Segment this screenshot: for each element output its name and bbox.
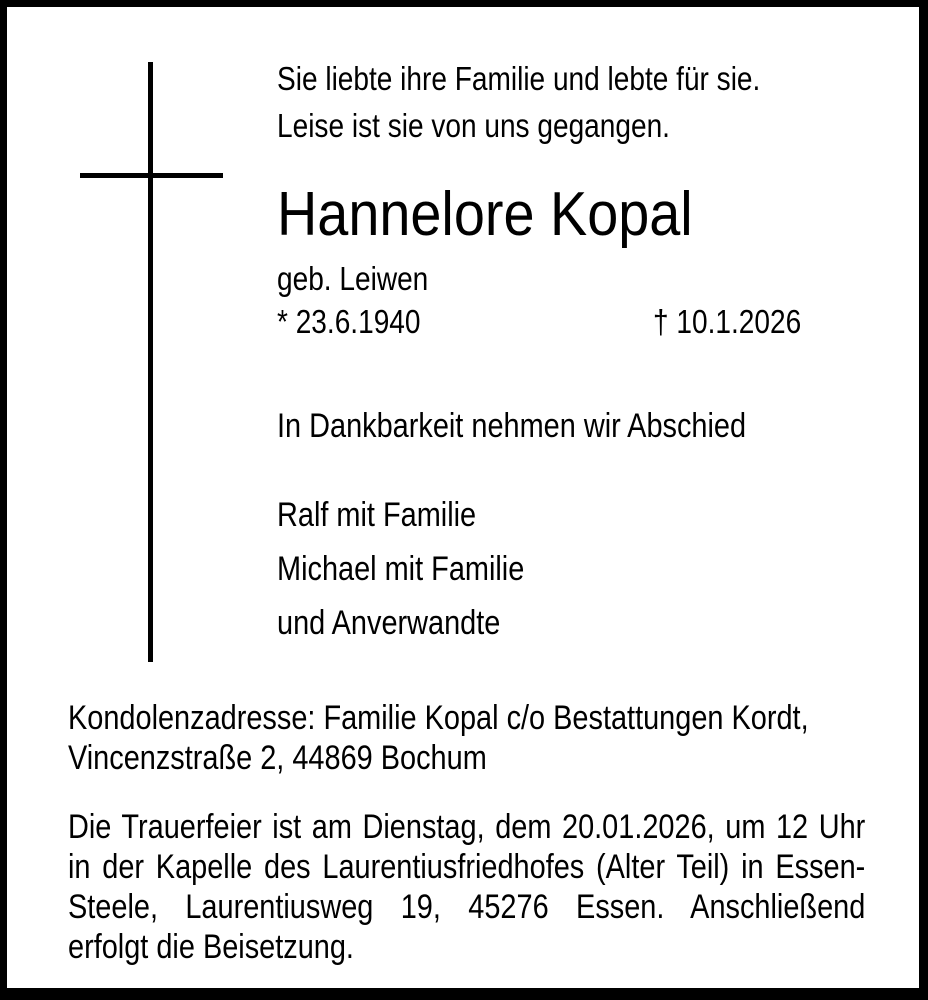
condolence-line: Kondolenzadresse: Familie Kopal c/o Bestattungen Kordt, <box>68 699 809 737</box>
mourner-line: Ralf mit Familie <box>277 496 477 534</box>
deceased-name: Hannelore Kopal <box>277 180 693 249</box>
cross-icon-vertical-bar <box>148 62 153 662</box>
death-date: † 10.1.2026 <box>653 303 802 340</box>
epitaph-line: Leise ist sie von uns gegangen. <box>277 107 670 144</box>
funeral-line: Die Trauerfeier ist am Dienstag, dem 20.01.2026, um 12 Uhr <box>68 808 866 846</box>
maiden-name: geb. Leiwen <box>277 260 429 297</box>
condolence-line: Vincenzstraße 2, 44869 Bochum <box>68 739 487 777</box>
epitaph-line: Sie liebte ihre Familie und lebte für sie. <box>277 60 761 97</box>
funeral-line: Steele, Laurentiusweg 19, 45276 Essen. Anschließend <box>68 888 866 926</box>
condolence-address <box>68 698 809 778</box>
birth-date: * 23.6.1940 <box>277 303 421 340</box>
farewell-line: In Dankbarkeit nehmen wir Abschied <box>277 407 747 445</box>
funeral-line: erfolgt die Beisetzung. <box>68 928 354 966</box>
mourner-line: und Anverwandte <box>277 604 501 642</box>
mourner-line: Michael mit Familie <box>277 550 525 588</box>
funeral-info <box>68 807 865 967</box>
funeral-line: in der Kapelle des Laurentiusfriedhofes (Alter Teil) in Essen- <box>68 848 866 886</box>
mourners-list <box>277 488 524 650</box>
cross-icon-horizontal-bar <box>80 173 223 178</box>
epitaph <box>277 55 760 149</box>
